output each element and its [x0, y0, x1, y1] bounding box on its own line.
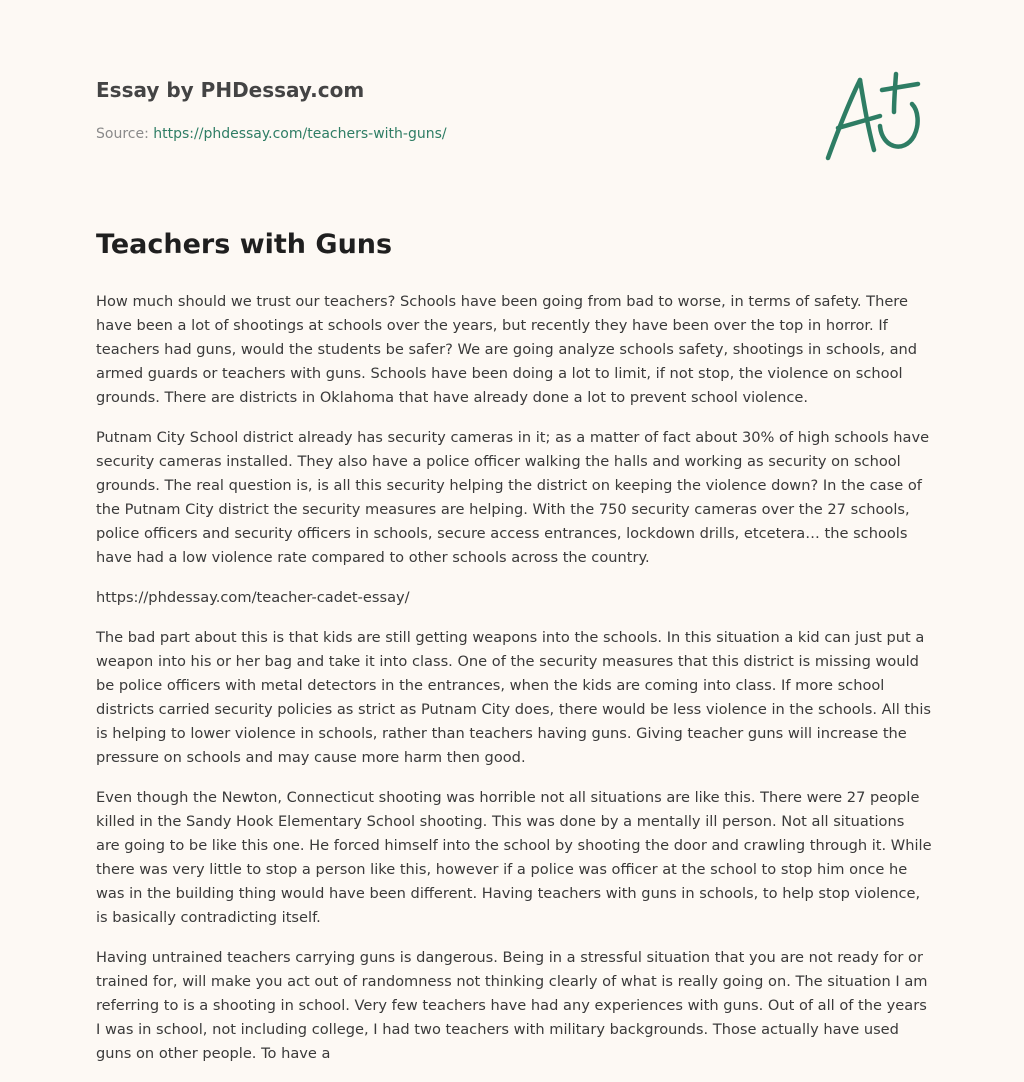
source-link[interactable]: https://phdessay.com/teachers-with-guns/ — [153, 126, 447, 142]
essay-paragraph: Even though the Newton, Connecticut shooting was horrible not all situations are like this. There were 27 people killed in the Sandy Hook Elementary School shooting. This was done by a mentally ill person. Not all situations are going to be like this one. He forced himself into the school by shooting the door and crawling through it. While there was very little to stop a person like this, however if a police was officer at the school to stop him once he was in the building thing would have been different. Having teachers with guns in schools, to help stop violence, is basically contradicting itself. — [96, 789, 932, 926]
source-label: Source: — [96, 126, 149, 142]
essay-paragraph: The bad part about this is that kids are still getting weapons into the schools. In this situation a kid can just put a weapon into his or her bag and take it into class. One of the security measures that this district is missing would be police officers with metal detectors in the entrances, when the kids are coming into class. If more school districts carried security policies as strict as Putnam City does, there would be less violence in the schools. All this is helping to lower violence in schools, rather than teachers having guns. Giving teacher guns will increase the pressure on schools and may cause more harm then good. — [96, 629, 932, 766]
related-essay-link[interactable]: https://phdessay.com/teacher-cadet-essay/ — [96, 589, 410, 606]
essay-paragraph: Putnam City School district already has security cameras in it; as a matter of fact about 30% of high schools have security cameras installed. They also have a police officer walking the halls and working as security on school grounds. The real question is, is all this security helping the district on keeping the violence down? In the case of the Putnam City district the security measures are helping. With the 750 security cameras over the 27 schools, police officers and security officers in schools, secure access entrances, lockdown drills, etcetera… the schools have had a low violence rate compared to other schools across the country. — [96, 429, 930, 566]
a-plus-logo-icon — [818, 66, 928, 166]
essay-header — [96, 76, 696, 144]
a-plus-logo-svg — [818, 66, 928, 166]
essay-paragraph: How much should we trust our teachers? Schools have been going from bad to worse, in terms of safety. There have been a lot of shootings at schools over the years, but recently they have been over the top in horror. If teachers had guns, would the students be safer? We are going analyze schools safety, shootings in schools, and armed guards or teachers with guns. Schools have been doing a lot to limit, if not stop, the violence on school grounds. There are districts in Oklahoma that have already done a lot to prevent school violence. — [96, 293, 918, 406]
essay-content — [96, 226, 932, 1082]
brand-title: Essay by PHDessay.com — [96, 78, 365, 102]
essay-paragraph: Having untrained teachers carrying guns is dangerous. Being in a stressful situation that you are not ready for or trained for, will make you act out of randomness not thinking clearly of what is really going on. The situation I am referring to is a shooting in school. Very few teachers have had any experiences with guns. Out of all of the years I was in school, not including college, I had two teachers with military backgrounds. Those actually have used guns on other people. To have a — [96, 949, 928, 1062]
essay-title: Teachers with Guns — [96, 229, 393, 260]
source-line — [96, 124, 696, 144]
